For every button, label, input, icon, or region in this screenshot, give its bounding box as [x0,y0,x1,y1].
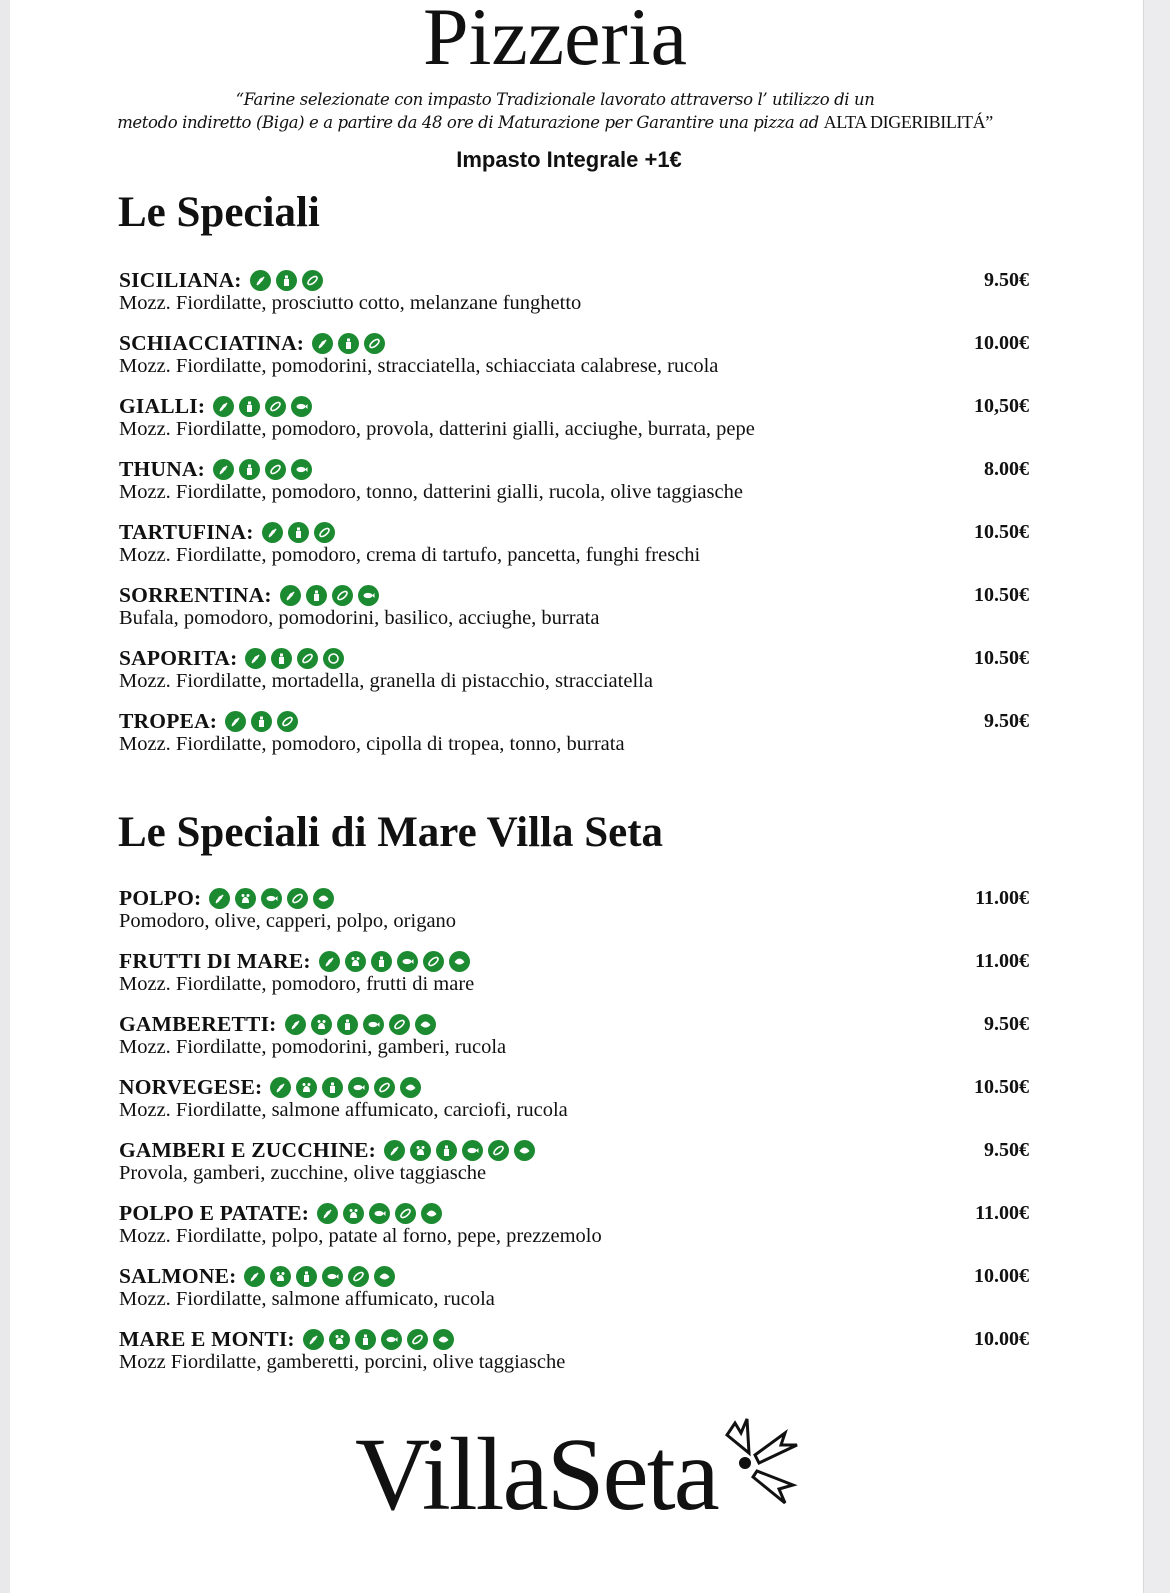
milk-icon [355,1329,376,1350]
allergen-icons [317,1203,442,1224]
menu-item-description: Mozz. Fiordilatte, mortadella, granella di pistacchio, stracciatella [119,670,653,692]
menu-item-name: SALMONE: [119,1264,237,1288]
milk-icon [306,585,327,606]
menu-item-name: SAPORITA: [119,646,238,670]
soy-icon [395,1203,416,1224]
menu-item-price: 11.00€ [975,887,1029,909]
shell-icon [313,888,334,909]
milk-icon [436,1140,457,1161]
menu-item-description: Mozz. Fiordilatte, salmone affumicato, carciofi, rucola [119,1099,568,1121]
fish-icon [462,1140,483,1161]
menu-item [119,457,1029,520]
wheat-icon [250,270,271,291]
shell-icon [374,1266,395,1287]
milk-icon [337,1014,358,1035]
wheat-icon [209,888,230,909]
soy-icon [265,396,286,417]
allergen-icons [250,270,323,291]
menu-item-price: 10.50€ [974,647,1029,669]
allergen-icons [312,333,385,354]
menu-item-description: Mozz. Fiordilatte, pomodorini, gamberi, rucola [119,1036,507,1058]
shell-icon [433,1329,454,1350]
soy-icon [297,648,318,669]
page-edge-left [0,0,10,1593]
menu-item-description: Bufala, pomodoro, pomodorini, basilico, acciughe, burrata [119,607,600,629]
menu-list-speciali [119,268,1029,772]
milk-icon [338,333,359,354]
shell-icon [400,1077,421,1098]
milk-icon [239,396,260,417]
menu-item-title [119,709,1029,733]
menu-item-description: Pomodoro, olive, capperi, polpo, origano [119,910,457,932]
menu-item-title [119,457,1029,481]
wheat-icon [303,1329,324,1350]
menu-item-price: 11.00€ [975,950,1029,972]
allergen-icons [209,888,334,909]
milk-icon [296,1266,317,1287]
menu-item-name: TARTUFINA: [119,520,254,544]
wheat-icon [245,648,266,669]
milk-icon [271,648,292,669]
menu-item-title [119,646,1029,670]
menu-item-name: GAMBERI E ZUCCHINE: [119,1138,377,1162]
menu-item-price: 10.00€ [974,332,1029,354]
section-title-speciali: Le Speciali [118,189,320,236]
menu-item-description: Provola, gamberi, zucchine, olive taggiasche [119,1162,487,1184]
allergen-icons [245,648,344,669]
menu-item [119,1327,1029,1390]
menu-item [119,331,1029,394]
shell-icon [449,951,470,972]
wheat-icon [244,1266,265,1287]
fish-icon [381,1329,402,1350]
menu-item [119,394,1029,457]
menu-item-title [119,394,1029,418]
menu-item [119,709,1029,772]
wheat-icon [317,1203,338,1224]
menu-item-title [119,583,1029,607]
logo-bow-icon [715,1415,805,1515]
crustacean-icon [270,1266,291,1287]
allergen-icons [213,459,312,480]
soy-icon [287,888,308,909]
menu-item-price: 10.50€ [974,584,1029,606]
allergen-icons [213,396,312,417]
menu-item [119,583,1029,646]
allergen-icons [285,1014,436,1035]
soy-icon [277,711,298,732]
soy-icon [389,1014,410,1035]
menu-item [119,1012,1029,1075]
menu-item-description: Mozz. Fiordilatte, polpo, patate al forno, pepe, prezzemolo [119,1225,602,1247]
menu-item-name: NORVEGESE: [119,1075,263,1099]
wheat-icon [213,396,234,417]
soy-icon [265,459,286,480]
fish-icon [358,585,379,606]
wheat-icon [280,585,301,606]
fish-icon [291,396,312,417]
allergen-icons [280,585,379,606]
soy-icon [314,522,335,543]
wheat-icon [384,1140,405,1161]
allergen-icons [384,1140,535,1161]
crustacean-icon [296,1077,317,1098]
allergen-icons [270,1077,421,1098]
menu-item-name: MARE E MONTI: [119,1327,295,1351]
menu-item-title [119,331,1029,355]
menu-item-title [119,268,1029,292]
crustacean-icon [343,1203,364,1224]
menu-item [119,646,1029,709]
shell-icon [514,1140,535,1161]
crustacean-icon [311,1014,332,1035]
page-title: Pizzeria [422,0,688,82]
wheat-icon [262,522,283,543]
crustacean-icon [410,1140,431,1161]
menu-list-mare [119,886,1029,1390]
menu-item [119,1075,1029,1138]
menu-item-description: Mozz. Fiordilatte, pomodoro, cipolla di tropea, tonno, burrata [119,733,625,755]
wheat-icon [225,711,246,732]
section-title-mare: Le Speciali di Mare Villa Seta [118,809,664,856]
quote-caps: ALTA DIGERIBILITÁ” [823,112,993,132]
menu-item-price: 9.50€ [984,269,1029,291]
menu-item-description: Mozz. Fiordilatte, pomodoro, crema di tartufo, pancetta, funghi freschi [119,544,701,566]
soy-icon [364,333,385,354]
menu-item-name: TROPEA: [119,709,218,733]
menu-item-name: GAMBERETTI: [119,1012,277,1036]
menu-item [119,1201,1029,1264]
milk-icon [276,270,297,291]
crustacean-icon [345,951,366,972]
soy-icon [423,951,444,972]
menu-item-title [119,1201,1029,1225]
wheat-icon [213,459,234,480]
menu-item-description: Mozz. Fiordilatte, pomodoro, provola, datterini gialli, acciughe, burrata, pepe [119,418,755,440]
menu-item-name: GIALLI: [119,394,206,418]
page-edge-right [1143,0,1170,1593]
soy-icon [302,270,323,291]
fish-icon [261,888,282,909]
menu-item-price: 10.00€ [974,1265,1029,1287]
menu-item-price: 9.50€ [984,1013,1029,1035]
shell-icon [415,1014,436,1035]
menu-item [119,1138,1029,1201]
milk-icon [322,1077,343,1098]
fish-icon [348,1077,369,1098]
menu-item-name: POLPO: [119,886,202,910]
menu-item-name: POLPO E PATATE: [119,1201,310,1225]
menu-item-price: 8.00€ [984,458,1029,480]
menu-item-price: 10.50€ [974,521,1029,543]
menu-item [119,1264,1029,1327]
menu-item-title [119,949,1029,973]
soy-icon [374,1077,395,1098]
menu-item-price: 10,50€ [974,395,1029,417]
soy-icon [407,1329,428,1350]
menu-item-description: Mozz. Fiordilatte, salmone affumicato, rucola [119,1288,495,1310]
logo-text: VillaSeta [355,1417,718,1532]
wheat-icon [285,1014,306,1035]
quote-line-1: “Farine selezionate con impasto Tradizionale lavorato attraverso l’ utilizzo di un [235,90,875,109]
menu-item-title [119,1012,1029,1036]
soy-icon [488,1140,509,1161]
allergen-icons [319,951,470,972]
quote-line-2 [0,111,1110,134]
menu-item [119,886,1029,949]
menu-item-name: THUNA: [119,457,206,481]
milk-icon [288,522,309,543]
menu-item-name: SCHIACCIATINA: [119,331,305,355]
fish-icon [322,1266,343,1287]
milk-icon [239,459,260,480]
allergen-icons [244,1266,395,1287]
menu-item-price: 11.00€ [975,1202,1029,1224]
menu-item-title [119,520,1029,544]
allergen-icons [225,711,298,732]
menu-item-price: 10.00€ [974,1328,1029,1350]
menu-item-title [119,1327,1029,1351]
menu-item-title [119,886,1029,910]
wheat-icon [312,333,333,354]
allergen-icons [303,1329,454,1350]
menu-item-name: SICILIANA: [119,268,242,292]
wheat-icon [319,951,340,972]
allergen-icons [262,522,335,543]
crustacean-icon [329,1329,350,1350]
integrale-note: Impasto Integrale +1€ [456,147,682,172]
nut-icon [323,648,344,669]
menu-item [119,949,1029,1012]
quote-line-2-text: metodo indiretto (Biga) e a partire da 48 ore di Maturazione per Garantire una pizza ad [117,113,819,132]
milk-icon [371,951,392,972]
menu-item-price: 10.50€ [974,1076,1029,1098]
menu-item-price: 9.50€ [984,710,1029,732]
soy-icon [348,1266,369,1287]
crustacean-icon [235,888,256,909]
fish-icon [369,1203,390,1224]
villaseta-logo [355,1415,718,1535]
menu-item-price: 9.50€ [984,1139,1029,1161]
menu-item-title [119,1264,1029,1288]
fish-icon [363,1014,384,1035]
fish-icon [291,459,312,480]
milk-icon [251,711,272,732]
menu-item-title [119,1075,1029,1099]
menu-item [119,520,1029,583]
fish-icon [397,951,418,972]
menu-item [119,268,1029,331]
wheat-icon [270,1077,291,1098]
dough-quote [0,88,1110,134]
menu-item-description: Mozz. Fiordilatte, pomodoro, tonno, datterini gialli, rucola, olive taggiasche [119,481,743,503]
soy-icon [332,585,353,606]
menu-item-title [119,1138,1029,1162]
menu-item-description: Mozz. Fiordilatte, prosciutto cotto, melanzane funghetto [119,292,582,314]
menu-item-name: FRUTTI DI MARE: [119,949,311,973]
menu-item-description: Mozz. Fiordilatte, pomodoro, frutti di mare [119,973,475,995]
menu-item-description: Mozz. Fiordilatte, pomodorini, stracciatella, schiacciata calabrese, rucola [119,355,719,377]
shell-icon [421,1203,442,1224]
menu-item-description: Mozz Fiordilatte, gamberetti, porcini, olive taggiasche [119,1351,566,1373]
menu-item-name: SORRENTINA: [119,583,272,607]
